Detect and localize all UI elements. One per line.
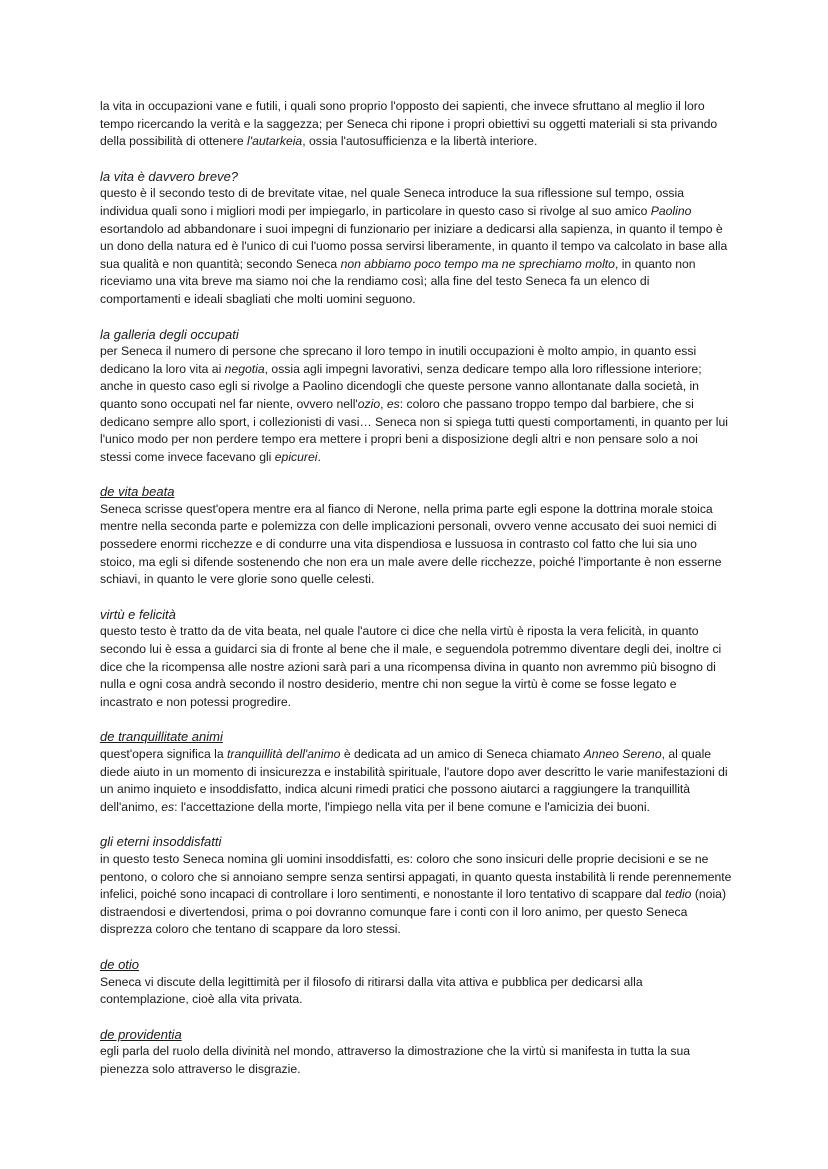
section-body bbox=[100, 746, 732, 816]
text-run: la vita in occupazioni vane e futili, i quali sono proprio l'opposto dei sapienti, che invece sfruttano al meglio il loro tempo ricercando la verità e la saggezza; per Seneca chi ripone i propri obiettivi su oggetti materiali si sta privando della possibilità di ottenere bbox=[100, 99, 718, 149]
italic-term: negotia bbox=[224, 361, 265, 376]
section-de-tranquillitate-animi bbox=[100, 728, 732, 816]
text-run: : l'accettazione della morte, l'impiego nella vita per il bene comune e l'amicizia dei buoni. bbox=[174, 799, 650, 814]
italic-term: Anneo Sereno bbox=[583, 747, 662, 761]
section-heading: virtù e felicità bbox=[100, 606, 176, 622]
text-run: , ossia l'autosufficienza e la libertà interiore. bbox=[302, 134, 538, 149]
section-heading: de vita beata bbox=[100, 484, 175, 500]
section-body bbox=[100, 343, 732, 466]
text-run: esortandolo ad abbandonare i suoi impegni di funzionario per iniziare a dedicarsi alla sapienza, in quanto il tempo è un dono della natura ed è l'unico di cui l'uomo possa servirsi liberamente, in quanto il tempo va calcolato in base alla sua qualità e non quantità; secondo Seneca bbox=[100, 221, 728, 271]
italic-term: es bbox=[386, 396, 400, 411]
section-body bbox=[100, 623, 732, 711]
section-de-providentia bbox=[100, 1026, 732, 1079]
italic-term: epicurei bbox=[274, 449, 318, 464]
section-body bbox=[100, 974, 732, 1009]
italic-term: es bbox=[161, 799, 175, 814]
section-heading: de providentia bbox=[100, 1026, 182, 1042]
text-run: in questo testo Seneca nomina gli uomini insoddisfatti, es: coloro che sono insicuri delle proprie decisioni e se ne pentono, o coloro che si annoiano sempre senza sentirsi appagati, in quanto questa instabilità li rende perennemente infelici, poiché sono incapaci di controllare i loro sentimenti, e nonostante il loro tentativo di scappare dal bbox=[100, 851, 732, 902]
section-body bbox=[100, 1043, 732, 1078]
section-de-vita-beata bbox=[100, 483, 732, 589]
section-la-vita-e-davvero-breve bbox=[100, 168, 732, 309]
intro-paragraph bbox=[100, 98, 732, 151]
italic-term: l'autarkeia bbox=[247, 134, 303, 149]
italic-term: tedio bbox=[665, 887, 692, 902]
text-run: . bbox=[317, 449, 321, 464]
section-heading: de otio bbox=[100, 956, 140, 972]
text-run: Seneca scrisse quest'opera mentre era al fianco di Nerone, nella prima parte egli espone la dottrina morale stoica mentre nella seconda parte e polemizza con delle implicazioni personali, ovvero venne accusato dei suoi nemici di possedere enormi ricchezze e di condurre una vita dispendiosa e lussuosa in contrasto col fatto che lui sia uno stoico, ma egli si difende sostenendo che non era un male avere delle ricchezze, poiché l'importante è non esserne schiavi, in quanto le vere glorie sono quelle celesti. bbox=[100, 501, 722, 587]
document-page bbox=[100, 98, 732, 1096]
section-body bbox=[100, 851, 732, 939]
italic-term: tranquillità dell'animo bbox=[227, 747, 341, 761]
section-de-otio bbox=[100, 956, 732, 1009]
text-run: : coloro che passano troppo tempo dal barbiere, che si dedicano sempre allo sport, i collezionisti di vasi… Seneca non si spiega tutti questi comportamenti, in quanto per lui l'unico modo per non perdere tempo era mettere i propri beni a disposizione degli altri e non pensare solo a noi stessi come invece facevano gli bbox=[100, 396, 728, 464]
text-run: , bbox=[380, 396, 387, 411]
section-heading: la galleria degli occupati bbox=[100, 326, 239, 342]
section-body bbox=[100, 501, 732, 589]
text-run: questo è il secondo testo di de brevitate vitae, nel quale Seneca introduce la sua riflessione sul tempo, ossia individua quali sono i migliori modi per impiegarlo, in particolare in questo caso si rivolge al suo amico bbox=[100, 186, 685, 218]
intro-section bbox=[100, 98, 732, 151]
section-body bbox=[100, 185, 732, 308]
text-run: (noia) distraendosi e divertendosi, prima o poi dovranno comunque fare i conti con il loro animo, per questo Seneca disprezza coloro che tentano di scappare da loro stessi. bbox=[100, 887, 726, 937]
section-heading: gli eterni insoddisfatti bbox=[100, 834, 222, 850]
text-run: , al quale diede aiuto in un momento di insicurezza e instabilità spirituale, l'autore dopo aver descritto le varie manifestazioni di un animo inquieto e insoddisfatto, indica alcuni rimedi pratici che possono aiutarci a raggiungere la tranquillità dell'animo, bbox=[100, 747, 728, 814]
italic-term: non abbiamo poco tempo ma ne sprechiamo molto bbox=[340, 256, 615, 271]
text-run: , in quanto non riceviamo una vita breve ma siamo noi che la rendiamo così; alla fine del testo Seneca fa un elenco di comportamenti e ideali sbagliati che molti uomini seguono. bbox=[100, 256, 696, 306]
italic-term: Paolino bbox=[650, 203, 692, 218]
text-run: quest'opera significa la bbox=[100, 747, 227, 761]
text-run: è dedicata ad un amico di Seneca chiamato bbox=[340, 747, 584, 761]
section-gli-eterni-insoddisfatti bbox=[100, 833, 732, 939]
section-heading: de tranquillitate animi bbox=[100, 729, 223, 745]
text-run: egli parla del ruolo della divinità nel mondo, attraverso la dimostrazione che la virtù si manifesta in tutta la sua pienezza solo attraverso le disgrazie. bbox=[100, 1044, 691, 1076]
text-run: questo testo è tratto da de vita beata, nel quale l'autore ci dice che nella virtù è riposta la vera felicità, in quanto secondo lui è essa a guidarci sia di fronte al bene che il male, e seguendola potremmo diventare degli dei, inoltre ci dice che la ricompensa alle nostre azioni sarà pari a una ricompensa divina in quanto non avremmo più bisogno di nulla e ogni cosa andrà secondo il nostro desiderio, mentre chi non segue la virtù è come se fosse legato e incastrato e non potessi progredire. bbox=[100, 624, 722, 709]
italic-term: ozio bbox=[357, 396, 381, 411]
text-run: per Seneca il numero di persone che sprecano il loro tempo in inutili occupazioni è molto ampio, in quanto essi dedicano la loro vita ai bbox=[100, 344, 697, 376]
section-heading: la vita è davvero breve? bbox=[100, 168, 239, 184]
text-run: , ossia agli impegni lavorativi, senza dedicare tempo alla loro riflessione interiore; anche in questo caso egli si rivolge a Paolino dicendogli che queste persone vanno allontanate dalla società, in quanto sono occupati nel far niente, ovvero nell' bbox=[100, 361, 702, 411]
section-la-galleria-degli-occupati bbox=[100, 326, 732, 467]
text-run: Seneca vi discute della legittimità per il filosofo di ritirarsi dalla vita attiva e pubblica per dedicarsi alla contemplazione, cioè alla vita privata. bbox=[100, 974, 643, 1007]
section-virtu-e-felicita bbox=[100, 606, 732, 712]
